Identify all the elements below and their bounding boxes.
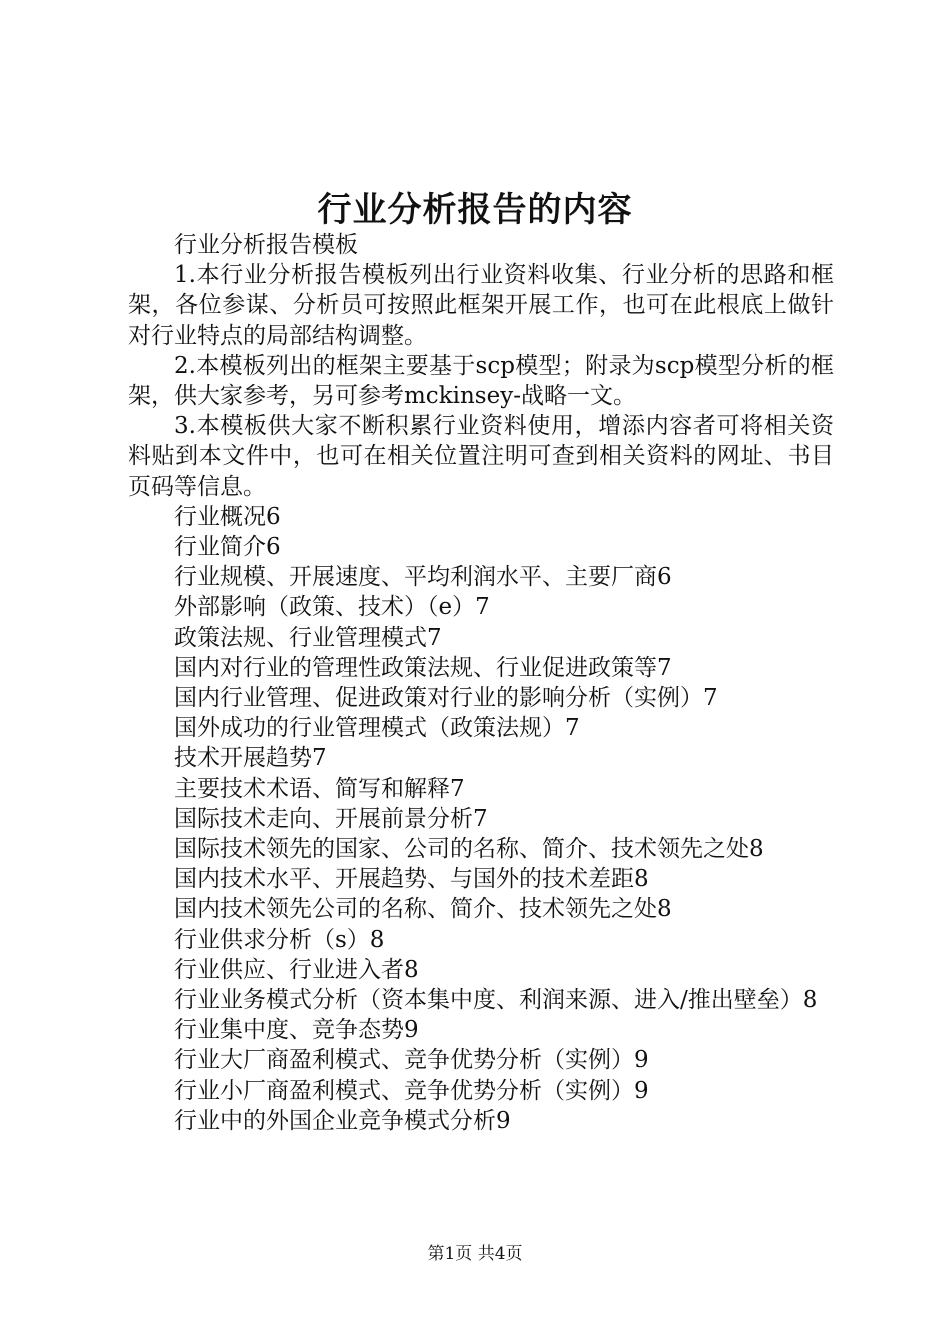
toc-item: 行业简介6	[174, 534, 281, 561]
toc-item: 行业业务模式分析（资本集中度、利润来源、进入/推出壁垒）8	[174, 987, 818, 1014]
toc-item: 政策法规、行业管理模式7	[174, 624, 442, 651]
paragraph-note-1: 1.本行业分析报告模板列出行业资料收集、行业分析的思路和框架，各位参谋、分析员可按照此框架开展工作，也可在此根底上做针对行业特点的局部结构调整。	[128, 262, 834, 349]
toc-item: 技术开展趋势7	[174, 745, 327, 772]
toc-item: 行业概况6	[174, 503, 281, 530]
toc-item: 行业中的外国企业竞争模式分析9	[174, 1107, 511, 1134]
toc-item: 行业小厂商盈利模式、竞争优势分析（实例）9	[174, 1077, 649, 1104]
page-footer: 第1页 共4页	[427, 1244, 523, 1264]
toc-item: 行业大厂商盈利模式、竞争优势分析（实例）9	[174, 1047, 649, 1074]
toc-item: 行业集中度、竞争态势9	[174, 1017, 419, 1044]
toc-item: 国内技术领先公司的名称、简介、技术领先之处8	[174, 896, 672, 923]
toc-item: 国际技术走向、开展前景分析7	[174, 805, 488, 832]
toc-item: 国内行业管理、促进政策对行业的影响分析（实例）7	[174, 685, 718, 712]
toc-item: 主要技术术语、简写和解释7	[174, 775, 465, 802]
paragraph-note-2: 2.本模板列出的框架主要基于scp模型；附录为scp模型分析的框架，供大家参考，另可参考mckinsey-战略一文。	[128, 352, 834, 410]
toc-item: 国际技术领先的国家、公司的名称、简介、技术领先之处8	[174, 836, 764, 863]
toc-item: 行业供求分析（s）8	[174, 926, 385, 953]
document-title: 行业分析报告的内容	[317, 190, 633, 230]
paragraph-template-heading: 行业分析报告模板	[174, 232, 358, 258]
toc-item: 国内对行业的管理性政策法规、行业促进政策等7	[174, 654, 672, 681]
toc-item: 国内技术水平、开展趋势、与国外的技术差距8	[174, 866, 649, 893]
document-body	[128, 230, 834, 1136]
toc-item: 国外成功的行业管理模式（政策法规）7	[174, 715, 580, 742]
paragraph-note-3: 3.本模板供大家不断积累行业资料使用，增添内容者可将相关资料贴到本文件中，也可在相关位置注明可查到相关资料的网址、书目页码等信息。	[128, 413, 834, 500]
toc-item: 外部影响（政策、技术）（e）7	[174, 594, 490, 621]
toc-item: 行业供应、行业进入者8	[174, 956, 419, 983]
toc-item: 行业规模、开展速度、平均利润水平、主要厂商6	[174, 564, 672, 591]
